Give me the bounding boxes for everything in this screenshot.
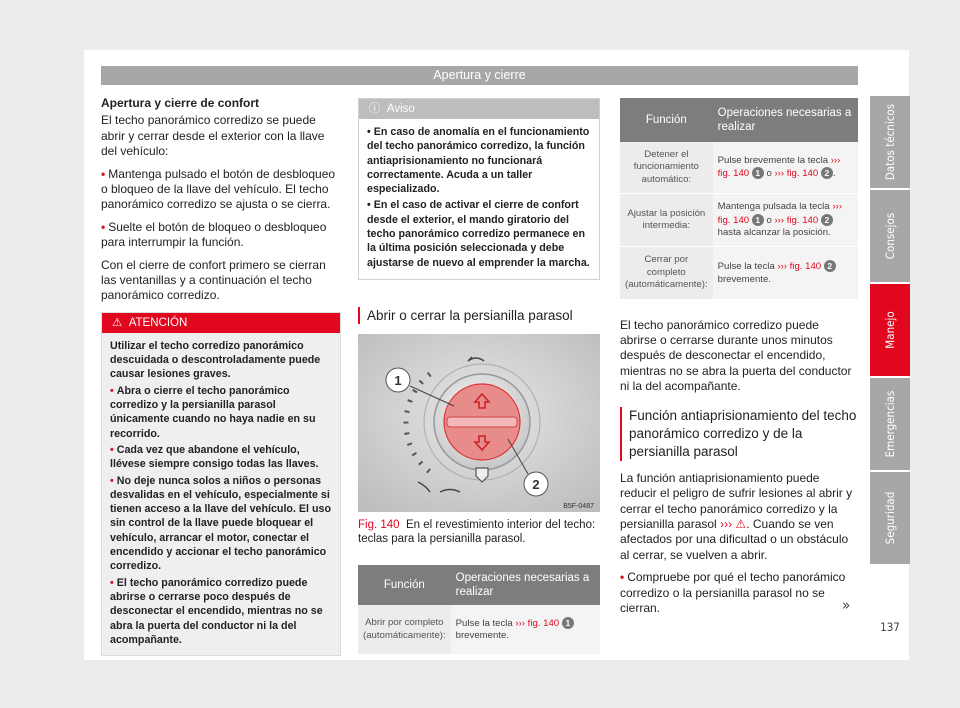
paragraph: Con el cierre de confort primero se cierran las ventanillas y a continuación el techo panorámico corredizo. (101, 257, 326, 303)
page-number: 137 (880, 620, 900, 634)
list-item: • El techo panorámico corredizo puede abrirse o cerrarse poco después de desconectar el encendido, mientras no se abra la puerta del conductor ni la del acompañante. (110, 576, 323, 646)
sunshade-control-illustration (358, 334, 600, 512)
function-table-continued (620, 98, 858, 300)
table-header: Función (358, 565, 451, 605)
warning-header: ⚠ ATENCIÓN (102, 313, 340, 333)
figure-link[interactable]: fig. 140 (786, 214, 819, 226)
list-item: • Cada vez que abandone el vehículo, llévese siempre consigo todas las llaves. (110, 443, 319, 471)
warning-body: Utilizar el techo corredizo panorámico descuidada o descontroladamente puede causar lesiones graves. • Abra o cierre el techo panorámico corredizo y la persianilla parasol únicamente cuando no haya nadie en su recorrido. • Cada vez que abandone el vehículo, llévese siempre consigo todas las llaves. • No deje nunca solos a niños o personas desvalidas en el vehículo, especialmente si tienen acceso a la llave del vehículo. El uso sin control de la llave puede bloquear el vehículo, arrancar el motor, conectar el encendido y accionar el techo panorámico corredizo. • El techo panorámico corredizo puede abrirse o cerrarse poco después de desconectar el encendido, mientras no se abra la puerta del conductor ni la del acompañante. (102, 333, 340, 655)
table-header: Operaciones necesarias a realizar (451, 565, 600, 605)
callout-1: 1 (394, 372, 402, 388)
callout-number: 1 (562, 617, 574, 629)
list-item: • No deje nunca solos a niños o personas desvalidas en el vehículo, especialmente si tienen acceso a la llave del vehículo. El uso sin control de la llave puede bloquear el vehículo, arrancar el motor, conectar el encendido y accionar el techo panorámico corredizo. (110, 474, 331, 573)
list-item: • Mantenga pulsado el botón de desbloqueo o bloqueo de la llave del vehículo. El techo panorámico corredizo se ajusta o se cierra. (101, 166, 336, 212)
info-icon: ⓘ (369, 103, 381, 115)
paragraph: La función antiaprisionamiento puede reducir el peligro de sufrir lesiones al abrir y cerrar el techo panorámico corredizo y la persianilla parasol ››› ⚠. Cuando se ven afectados por una dificultad o un obstáculo al cerrar, se vuelven a abrir. (620, 470, 853, 562)
table-header: Operaciones necesarias a realizar (713, 98, 858, 142)
list-item: • Suelte el botón de bloqueo o desbloqueo para interrumpir la función. (101, 219, 327, 250)
figure-link[interactable]: fig. 140 (527, 617, 560, 629)
table-row: Detener el funcionamiento automático: Pulse brevemente la tecla ››› fig. 140 1 o ››› fig. 140 2 . (620, 142, 858, 194)
page-header: Apertura y cierre (101, 66, 858, 85)
note-header: ⓘ Aviso (359, 99, 599, 119)
table-row: Abrir por completo (automáticamente): Pulse la tecla ››› fig. 140 1 brevemente. (358, 605, 600, 655)
figure-link[interactable]: fig. 140 (717, 214, 750, 226)
note-box (358, 98, 600, 280)
note-body (359, 119, 599, 279)
figure-code: B5F-0487 (563, 502, 594, 510)
column-3 (620, 98, 858, 623)
tab-consejos[interactable]: Consejos (870, 190, 910, 282)
list-item: • Compruebe por qué el techo panorámico corredizo o la persianilla parasol no se cierran. (620, 570, 846, 615)
bullet-icon: • (101, 166, 106, 181)
figure-link[interactable]: fig. 140 (786, 168, 819, 180)
bullet-icon: • (101, 219, 106, 234)
warning-triangle-icon: ⚠ (112, 316, 123, 329)
tab-emergencias[interactable]: Emergencias (870, 378, 910, 470)
figure-sunshade-buttons (358, 334, 600, 512)
figure-link[interactable]: fig. 140 (789, 261, 822, 273)
tab-seguridad[interactable]: Seguridad (870, 472, 910, 564)
table-row: Ajustar la posición intermedia: Mantenga pulsada la tecla ››› fig. 140 1 o ››› fig. 140 2 hasta alcanzar la posición. (620, 194, 858, 247)
callout-2: 2 (532, 476, 540, 492)
table-row: Cerrar por completo (automáticamente): Pulse la tecla ››› fig. 140 2 brevemente. (620, 247, 858, 299)
list-item: • En el caso de activar el cierre de confort desde el exterior, el mando giratorio del techo panorámico corredizo permanece en la última posición seleccionada y debe ajustarse de nuevo al emprender la marcha. (367, 199, 590, 269)
column-2 (358, 96, 600, 655)
section-title: Abrir o cerrar la persianilla parasol (358, 307, 600, 324)
tab-manejo[interactable]: Manejo (870, 284, 910, 376)
intro-paragraph: El techo panorámico corredizo se puede abrir y cerrar desde el exterior con la llave del vehículo: (101, 113, 325, 159)
paragraph: El techo panorámico corredizo puede abrirse o cerrarse durante unos minutos después de desconectar el encendido, mientras no se abra la puerta del conductor ni la del acompañante. (620, 317, 852, 394)
warning-triangle-icon: ⚠ (735, 516, 747, 531)
figure-caption: Fig. 140 En el revestimiento interior del techo: teclas para la persianilla parasol. (358, 518, 596, 546)
table-header: Función (620, 98, 713, 142)
tab-datos-tecnicos[interactable]: Datos técnicos (870, 96, 910, 188)
column-1 (101, 96, 341, 656)
section-title: Función antiaprisionamiento del techo panorámico corredizo y de la persianilla parasol (620, 407, 858, 461)
list-item: • Abra o cierre el techo panorámico corredizo y la persianilla parasol únicamente cuando no haya nadie en su recorrido. (110, 384, 316, 440)
chapter-tabs (870, 96, 910, 566)
figure-link[interactable]: fig. 140 (717, 168, 750, 180)
function-table (358, 565, 600, 656)
section-heading: Apertura y cierre de confort (101, 96, 260, 110)
warning-box (101, 312, 341, 656)
list-item: • En caso de anomalía en el funcionamiento del techo panorámico corredizo, la función antiaprisionamiento no funcionará correctamente. Acuda a un taller especializado. (367, 126, 590, 196)
continue-mark: » (842, 596, 851, 614)
